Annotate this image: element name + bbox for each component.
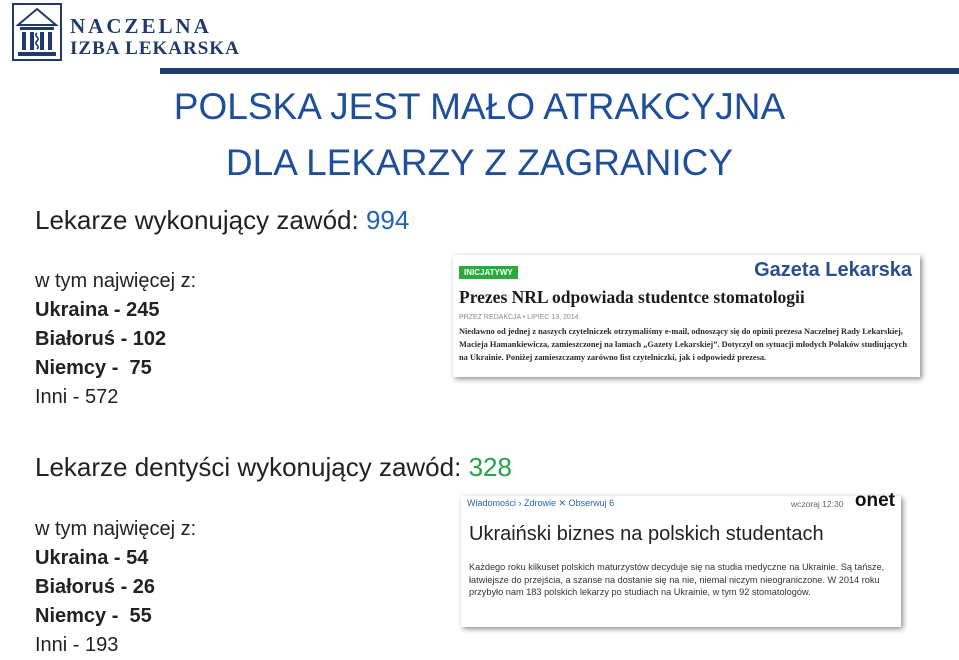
doctors-stat [35,205,409,236]
article-byline: PRZEZ REDAKCJA • LIPIEC 13, 2014 [459,314,579,321]
dentists-item-bialorus: Białoruś - 26 [35,576,156,598]
naczelna-izba-lekarska-logo [12,3,62,61]
publication-brand: Gazeta Lekarska [754,259,912,281]
doctors-item-inni: Inni - 572 [35,386,119,408]
onet-clipping [461,490,901,627]
doctors-item-bialorus: Białoruś - 102 [35,328,167,350]
dentists-intro: w tym najwięcej z: [35,518,197,540]
dentists-stat [35,452,512,483]
doctors-value: 994 [365,205,410,235]
dentists-item-niemcy: Niemcy - 55 [35,605,152,627]
article-headline: Ukraiński biznes na polskich studentach [469,523,824,545]
article-timestamp: wczoraj 12:30 [791,499,844,509]
dentists-value: 328 [468,452,512,482]
dentists-item-ukraina: Ukraina - 54 [35,547,149,569]
doctors-label: Lekarze wykonujący zawód: [35,205,359,235]
doctors-item-ukraina: Ukraina - 245 [35,299,160,321]
article-headline: Prezes NRL odpowiada studentce stomatologii [459,287,805,307]
dentists-item-inni: Inni - 193 [35,634,119,656]
doctors-breakdown [35,267,196,412]
dentists-breakdown [35,515,196,660]
article-body: Niedawno od jednej z naszych czytelniczek otrzymaliśmy e-mail, odnoszący się do opinii prezesa Naczelnej Rady Lekarskiej, Macieja Hamankiewicza, zamieszczonej na łamach „Gazety Lekarskiej”. Dotyczył on sytuacji młodych Polaków studiujących na Ukrainie. Poniżej zamieszczamy zarówno list czytelniczki, jak i odpowiedź prezesa. [459,327,908,362]
slide-title-line1: POLSKA JEST MAŁO ATRAKCYJNA [173,86,786,127]
header-divider [160,68,959,74]
publication-brand: onet [854,490,895,511]
org-name-line2: IZBA LEKARSKA [70,38,240,59]
gazeta-lekarska-clipping [453,255,920,377]
article-badge: INICJATYWY [459,266,518,279]
article-body: Każdego roku kilkuset polskich maturzystów decyduje się na studia medyczne na Ukrainie. Są tańsze, łatwiejsze do przejścia, a szanse na dostanie się na nie, niemal niczym nieograniczone. W 2014 roku przybyło nam 183 polskich lekarzy po studiach na Ukrainie, w tym 92 stomatologów. [469,562,885,597]
doctors-item-niemcy: Niemcy - 75 [35,357,152,379]
dentists-label: Lekarze dentyści wykonujący zawód: [35,452,462,482]
org-name-line1: NACZELNA [70,14,212,38]
article-breadcrumb: Wiadomości › Zdrowie ✕ Obserwuj 6 [467,498,615,508]
slide-title-line2: DLA LEKARZY Z ZAGRANICY [225,142,734,183]
doctors-intro: w tym najwięcej z: [35,270,197,292]
